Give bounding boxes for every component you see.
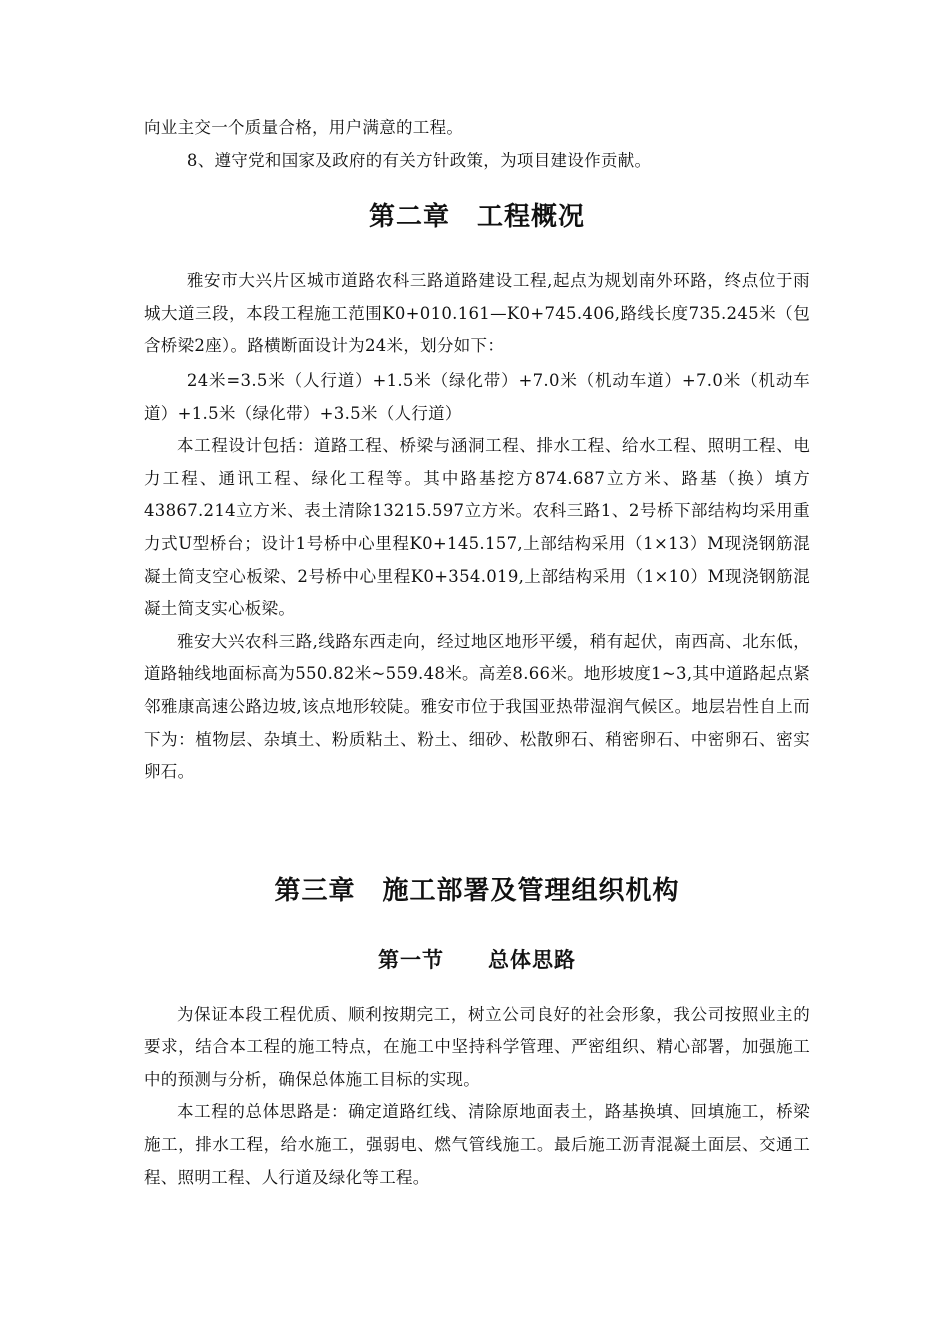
section-1-paragraph-2: 本工程的总体思路是：确定道路红线、清除原地面表土，路基换填、回填施工，桥梁施工，排水工程，给水施工，强弱电、燃气管线施工。最后施工沥青混凝土面层、交通工程、照明工程、人行道及绿化等工程。 bbox=[144, 1102, 810, 1187]
chapter-2-paragraph-1: 雅安市大兴片区城市道路农科三路道路建设工程,起点为规划南外环路，终点位于雨城大道三段，本段工程施工范围K0+010.161—K0+745.406,路线长度735.245米（包含桥梁2座）。路横断面设计为24米，划分如下： bbox=[144, 271, 810, 356]
carryover-line: 向业主交一个质量合格，用户满意的工程。 bbox=[144, 118, 464, 137]
chapter-2-cross-section: 24米=3.5米（人行道）+1.5米（绿化带）+7.0米（机动车道）+7.0米（机动车道）+1.5米（绿化带）+3.5米（人行道） bbox=[144, 370, 810, 423]
section-1-paragraph-1: 为保证本段工程优质、顺利按期完工，树立公司良好的社会形象，我公司按照业主的要求，结合本工程的施工特点，在施工中坚持科学管理、严密组织、精心部署，加强施工中的预测与分析，确保总体施工目标的实现。 bbox=[144, 1004, 810, 1089]
chapter-2-title: 第二章 工程概况 bbox=[368, 202, 585, 233]
list-item-8: 8、遵守党和国家及政府的有关方针政策，为项目建设作贡献。 bbox=[186, 150, 652, 170]
chapter-2-paragraph-4: 雅安大兴农科三路,线路东西走向，经过地区地形平缓，稍有起伏，南西高、北东低，道路轴线地面标高为550.82米~559.48米。高差8.66米。地形坡度1~3,其中道路起点紧邻雅康高速公路边坡,该点地形较陡。雅安市位于我国亚热带湿润气候区。地层岩性自上而下为：植物层、杂填土、粉质粘土、粉土、细砂、松散卵石、稍密卵石、中密卵石、密实卵石。 bbox=[144, 631, 810, 782]
chapter-2-paragraph-3: 本工程设计包括：道路工程、桥梁与涵洞工程、排水工程、给水工程、照明工程、电力工程、通讯工程、绿化工程等。其中路基挖方874.687立方米、路基（换）填方43867.214立方米、表土清除13215.597立方米。农科三路1、2号桥下部结构均采用重力式U型桥台；设计1号桥中心里程K0+145.157,上部结构采用（1×13）M现浇钢筋混凝土简支空心板梁、2号桥中心里程K0+354.019,上部结构采用（1×10）M现浇钢筋混凝土简支实心板梁。 bbox=[144, 436, 810, 619]
section-1-title: 第一节 总体思路 bbox=[378, 947, 576, 972]
chapter-3-title: 第三章 施工部署及管理组织机构 bbox=[274, 875, 680, 906]
document-page bbox=[144, 112, 810, 1194]
